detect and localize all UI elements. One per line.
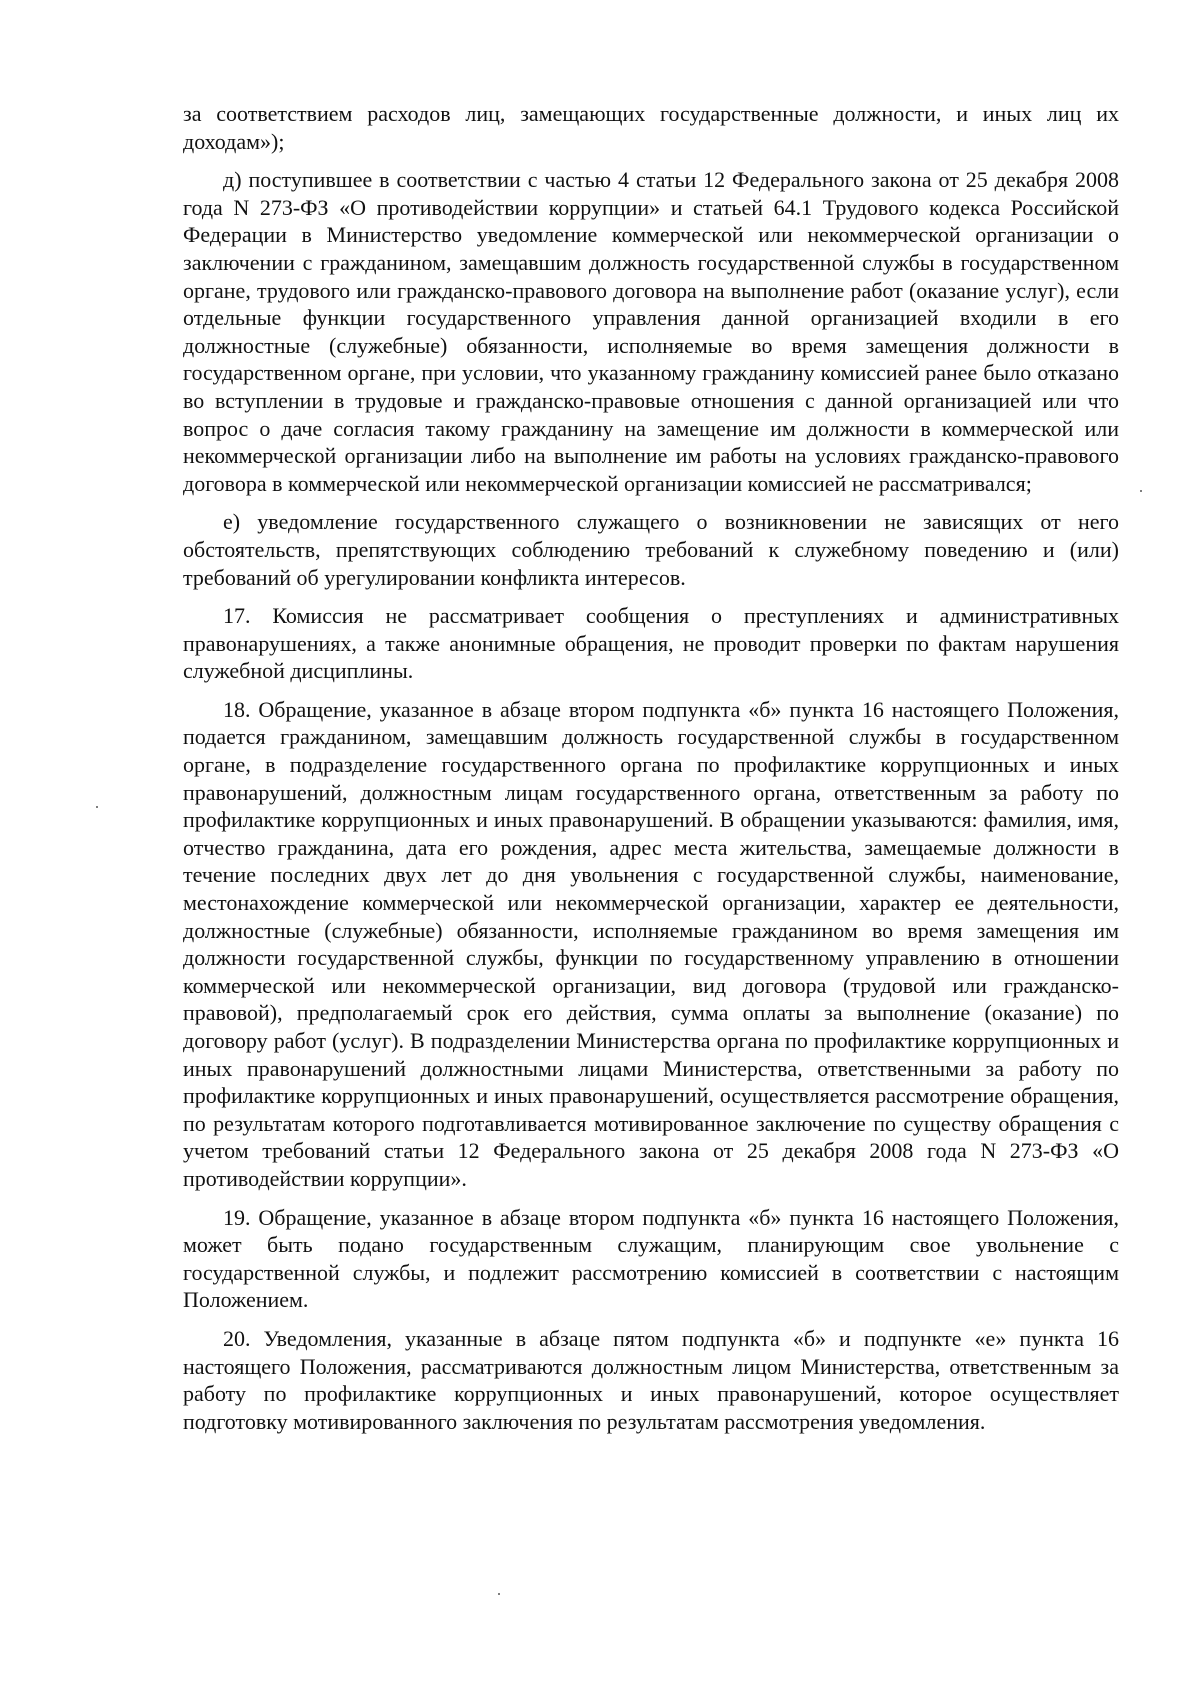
scan-speck xyxy=(498,1593,500,1595)
paragraph-20: 20. Уведомления, указанные в абзаце пятом подпункта «б» и подпункте «е» пункта 16 настоящего Положения, рассматриваются должностным лицом Министерства, ответственным за работу по профилактике коррупционных и иных правонарушений, которое осуществляет подготовку мотивированного заключения по результатам рассмотрения уведомления. xyxy=(183,1325,1119,1434)
paragraph-item-d: д) поступившее в соответствии с частью 4 статьи 12 Федерального закона от 25 декабря 2008 года N 273-ФЗ «О противодействии коррупции» и статьей 64.1 Трудового кодекса Российской Федерации в Министерство уведомление коммерческой или некоммерческой организации о заключении с гражданином, замещавшим должность государственной службы в государственном органе, трудового или гражданско-правового договора на выполнение работ (оказание услуг), если отдельные функции государственного управления данной организацией входили в его должностные (служебные) обязанности, исполняемые во время замещения должности в государственном органе, при условии, что указанному гражданину комиссией ранее было отказано во вступлении в трудовые и гражданско-правовые отношения с данной организацией или что вопрос о даче согласия такому гражданину на замещение им должности в коммерческой или некоммерческой организации либо на выполнение им работы на условиях гражданско-правового договора в коммерческой или некоммерческой организации комиссией не рассматривался; xyxy=(183,167,1119,496)
paragraph-17: 17. Комиссия не рассматривает сообщения о преступлениях и административных правонарушениях, а также анонимные обращения, не проводит проверки по фактам нарушения служебной дисциплины. xyxy=(183,603,1119,684)
paragraph-item-e: е) уведомление государственного служащего о возникновении не зависящих от него обстоятельств, препятствующих соблюдению требований к служебному поведению и (или) требований об урегулировании конфликта интересов. xyxy=(183,509,1119,590)
document-page xyxy=(183,100,1119,1446)
paragraph-18: 18. Обращение, указанное в абзаце втором подпункта «б» пункта 16 настоящего Положения, подается гражданином, замещавшим должность государственной службы в государственном органе, в подразделение государственного органа по профилактике коррупционных и иных правонарушений, должностным лицам государственного органа, ответственным за работу по профилактике коррупционных и иных правонарушений. В обращении указываются: фамилия, имя, отчество гражданина, дата его рождения, адрес места жительства, замещаемые должности в течение последних двух лет до дня увольнения с государственной службы, наименование, местонахождение коммерческой или некоммерческой организации, характер ее деятельности, должностные (служебные) обязанности, исполняемые гражданином во время замещения им должности государственной службы, функции по государственному управлению в отношении коммерческой или некоммерческой организации, вид договора (трудовой или гражданско-правовой), предполагаемый срок его действия, сумма оплаты за выполнение (оказание) по договору работ (услуг). В подразделении Министерства органа по профилактике коррупционных и иных правонарушений должностными лицами Министерства, ответственными за работу по профилактике коррупционных и иных правонарушений, осуществляется рассмотрение обращения, по результатам которого подготавливается мотивированное заключение по существу обращения с учетом требований статьи 12 Федерального закона от 25 декабря 2008 года N 273-ФЗ «О противодействии коррупции». xyxy=(183,696,1119,1191)
scan-speck xyxy=(96,806,98,808)
paragraph-19: 19. Обращение, указанное в абзаце втором подпункта «б» пункта 16 настоящего Положения, может быть подано государственным служащим, планирующим свое увольнение с государственной службы, и подлежит рассмотрению комиссией в соответствии с настоящим Положением. xyxy=(183,1204,1119,1313)
scan-speck xyxy=(1140,490,1142,492)
paragraph-continuation: за соответствием расходов лиц, замещающих государственные должности, и иных лиц их доходам»); xyxy=(183,101,1119,154)
